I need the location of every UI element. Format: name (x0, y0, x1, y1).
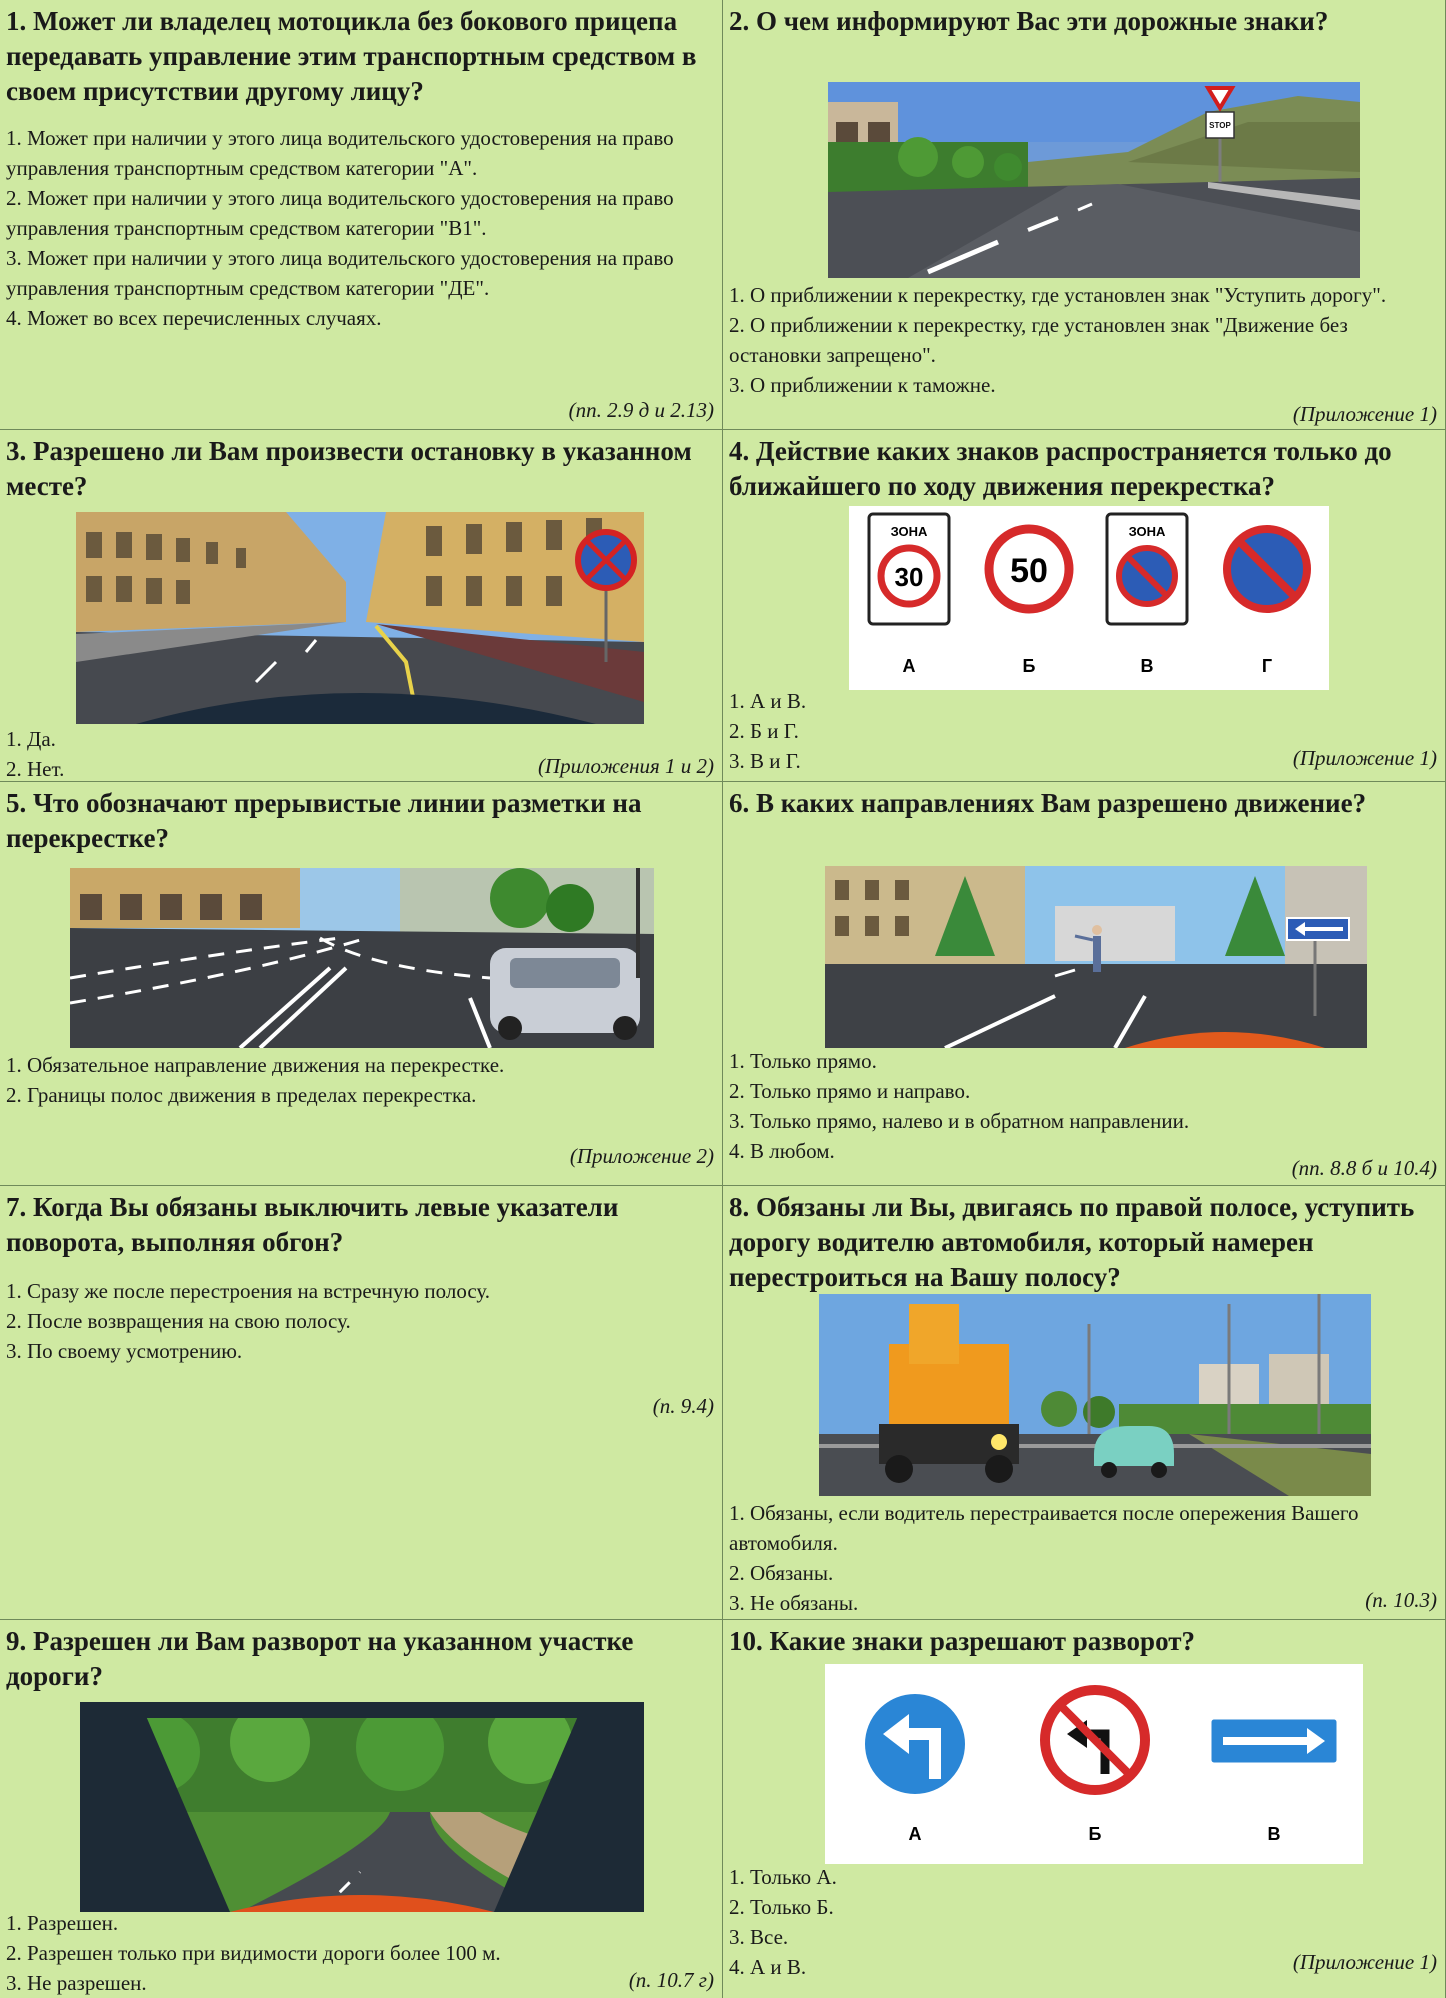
answer-option[interactable]: 1. О приближении к перекрестку, где установлен знак "Уступить дорогу". (729, 283, 1387, 307)
question-3-reference: (Приложения 1 и 2) (537, 754, 714, 778)
signs-panel (825, 1664, 1363, 1864)
question-3-card (0, 430, 723, 782)
sign-label-a: А (902, 656, 916, 676)
question-7-title: 7. Когда Вы обязаны выключить левые указатели поворота, выполняя обгон? (6, 1192, 619, 1257)
question-6-card (723, 782, 1446, 1186)
answer-option[interactable]: 4. В любом. (729, 1139, 835, 1163)
answer-option[interactable]: 2. Границы полос движения в пределах перекрестка. (6, 1083, 477, 1107)
question-9-answers (6, 1908, 501, 1998)
answer-option[interactable]: 4. Может во всех перечисленных случаях. (6, 306, 382, 330)
answer-option[interactable]: 1. Может при наличии у этого лица водительского удостоверения на право управления транспортным средством категории "А". (6, 126, 674, 180)
question-6-answers (729, 1046, 1189, 1166)
signs-panel (849, 506, 1329, 690)
question-4-title: 4. Действие каких знаков распространяется только до ближайшего по ходу движения перекрестка? (729, 436, 1392, 501)
answer-option[interactable]: 1. Только А. (729, 1865, 837, 1889)
question-1-title: 1. Может ли владелец мотоцикла без бокового прицепа передавать управление этим транспортным средством в своем присутствии другому лицу? (6, 6, 697, 106)
question-5-card (0, 782, 723, 1186)
question-8-card (723, 1186, 1446, 1620)
answer-option[interactable]: 2. Б и Г. (729, 719, 799, 743)
intersection-scene-image (70, 868, 654, 1048)
question-5-answers (6, 1050, 504, 1110)
question-9-card (0, 1620, 723, 1998)
question-7-card (0, 1186, 723, 1620)
answer-option[interactable]: 3. Может при наличии у этого лица водительского удостоверения на право управления транспортным средством категории "ДЕ". (6, 246, 674, 300)
answer-option[interactable]: 2. Только прямо и направо. (729, 1079, 971, 1103)
answer-option[interactable]: 2. После возвращения на свою полосу. (6, 1309, 351, 1333)
zone-caption-a: ЗОНА (890, 524, 928, 539)
answer-option[interactable]: 1. Сразу же после перестроения на встречную полосу. (6, 1279, 491, 1303)
question-4-card (723, 430, 1446, 782)
answer-option[interactable]: 1. А и В. (729, 689, 807, 713)
question-3-title: 3. Разрешено ли Вам произвести остановку в указанном месте? (6, 436, 692, 501)
question-7-reference: (п. 9.4) (652, 1394, 714, 1418)
answer-option[interactable]: 3. Только прямо, налево и в обратном направлении. (729, 1109, 1190, 1133)
answer-option[interactable]: 1. Разрешен. (6, 1911, 119, 1935)
answer-option[interactable]: 3. О приближении к таможне. (729, 373, 996, 397)
traffic-controller-scene-image (825, 866, 1367, 1048)
question-1-reference: (пп. 2.9 д и 2.13) (568, 398, 714, 422)
question-2-reference: (Приложение 1) (1292, 402, 1437, 426)
answer-option[interactable]: 3. В и Г. (729, 749, 801, 773)
stop-sign-caption: STOP (1209, 121, 1231, 130)
speed-limit-a: 30 (894, 562, 924, 592)
question-4-answers (729, 686, 806, 776)
curve-road-scene-image (80, 1702, 644, 1912)
question-1-answers (6, 123, 716, 333)
question-9-reference: (п. 10.7 г) (628, 1968, 714, 1992)
question-4-reference: (Приложение 1) (1292, 746, 1437, 770)
road-scene-image (828, 82, 1360, 278)
question-8-title: 8. Обязаны ли Вы, двигаясь по правой полосе, уступить дорогу водителю автомобиля, который намерен перестроиться на Вашу полосу? (729, 1192, 1415, 1292)
question-10-title: 10. Какие знаки разрешают разворот? (729, 1626, 1195, 1656)
answer-option[interactable]: 2. Может при наличии у этого лица водительского удостоверения на право управления транспортным средством категории "В1". (6, 186, 674, 240)
crane-truck-scene-image (819, 1294, 1371, 1496)
question-8-reference: (п. 10.3) (1365, 1588, 1437, 1612)
answer-option[interactable]: 3. Не обязаны. (729, 1591, 859, 1615)
question-5-reference: (Приложение 2) (569, 1144, 714, 1168)
answer-option[interactable]: 3. Не разрешен. (6, 1971, 147, 1995)
answer-option[interactable]: 3. По своему усмотрению. (6, 1339, 243, 1363)
sign-label-b: Б (1022, 656, 1036, 676)
speed-limit-b: 50 (1010, 552, 1048, 590)
answer-option[interactable]: 3. Все. (729, 1925, 789, 1949)
answer-option[interactable]: 1. Обязательное направление движения на перекрестке. (6, 1053, 505, 1077)
answer-option[interactable]: 2. Обязаны. (729, 1561, 834, 1585)
question-6-reference: (пп. 8.8 б и 10.4) (1291, 1156, 1437, 1180)
zone-caption-v: ЗОНА (1128, 524, 1166, 539)
answer-option[interactable]: 1. Да. (6, 727, 56, 751)
question-6-title: 6. В каких направлениях Вам разрешено движение? (729, 788, 1367, 818)
question-10-answers (729, 1862, 837, 1982)
question-5-title: 5. Что обозначают прерывистые линии разметки на перекрестке? (6, 788, 642, 853)
sign-label-v: В (1140, 656, 1154, 676)
question-9-title: 9. Разрешен ли Вам разворот на указанном участке дороги? (6, 1626, 634, 1691)
sign-label-a: А (908, 1824, 922, 1844)
sign-label-v: В (1267, 1824, 1281, 1844)
answer-option[interactable]: 4. А и В. (729, 1955, 807, 1979)
sign-label-b: Б (1088, 1824, 1102, 1844)
question-10-card (723, 1620, 1446, 1998)
answer-option[interactable]: 2. Разрешен только при видимости дороги более 100 м. (6, 1941, 501, 1965)
question-10-reference: (Приложение 1) (1292, 1950, 1437, 1974)
question-2-title: 2. О чем информируют Вас эти дорожные знаки? (729, 6, 1329, 36)
question-2-answers (729, 280, 1439, 400)
answer-option[interactable]: 2. Нет. (6, 757, 65, 781)
street-scene-image (76, 512, 644, 724)
answer-option[interactable]: 1. Обязаны, если водитель перестраивается после опережения Вашего автомобиля. (729, 1501, 1359, 1555)
answer-option[interactable]: 1. Только прямо. (729, 1049, 877, 1073)
sign-label-g: Г (1261, 656, 1273, 676)
answer-option[interactable]: 2. Только Б. (729, 1895, 834, 1919)
question-3-answers (6, 724, 64, 782)
question-8-answers (729, 1498, 1439, 1618)
question-1-card (0, 0, 723, 430)
question-7-answers (6, 1276, 716, 1366)
answer-option[interactable]: 2. О приближении к перекрестку, где установлен знак "Движение без остановки запрещено". (729, 313, 1348, 367)
question-2-card (723, 0, 1446, 430)
